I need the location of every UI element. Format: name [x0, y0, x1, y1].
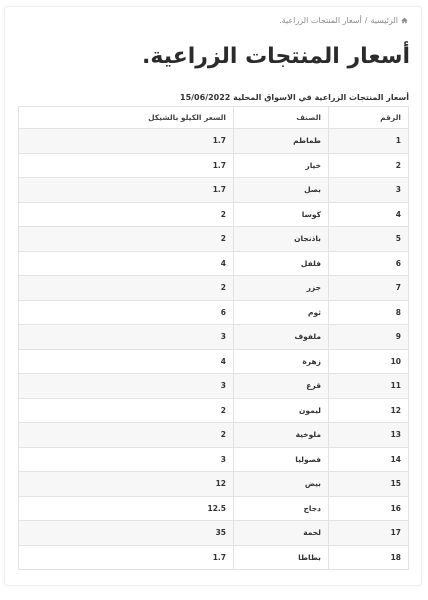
cell-number: 10 — [329, 349, 409, 374]
table-row — [19, 178, 409, 203]
cell-number: 11 — [329, 374, 409, 399]
table-row — [19, 447, 409, 472]
cell-price: 1.7 — [19, 178, 234, 203]
table-row — [19, 202, 409, 227]
prices-table — [18, 106, 409, 570]
table-header — [19, 107, 409, 129]
table-row — [19, 398, 409, 423]
cell-number: 4 — [329, 202, 409, 227]
header-row — [19, 107, 409, 129]
cell-price: 2 — [19, 202, 234, 227]
cell-price: 2 — [19, 276, 234, 301]
breadcrumb-separator: / — [364, 16, 368, 25]
table-row — [19, 472, 409, 497]
table-row — [19, 129, 409, 154]
cell-number: 6 — [329, 251, 409, 276]
cell-item: ملوخية — [234, 423, 329, 448]
cell-price: 1.7 — [19, 153, 234, 178]
cell-item: باذنجان — [234, 227, 329, 252]
header-price: السعر الكيلو بالشيكل — [19, 107, 234, 129]
cell-price: 4 — [19, 251, 234, 276]
cell-item: بصل — [234, 178, 329, 203]
home-icon — [401, 17, 408, 24]
table-row — [19, 227, 409, 252]
cell-item: ملفوف — [234, 325, 329, 350]
cell-price: 12.5 — [19, 496, 234, 521]
cell-item: طماطم — [234, 129, 329, 154]
table-caption: أسعار المنتجات الزراعية في الاسواق المحلية 15/06/2022 — [180, 93, 409, 102]
cell-number: 12 — [329, 398, 409, 423]
table-row — [19, 545, 409, 570]
cell-number: 3 — [329, 178, 409, 203]
cell-item: خيار — [234, 153, 329, 178]
cell-price: 3 — [19, 447, 234, 472]
cell-number: 5 — [329, 227, 409, 252]
cell-price: 1.7 — [19, 545, 234, 570]
table-row — [19, 276, 409, 301]
cell-item: لحمة — [234, 521, 329, 546]
cell-number: 1 — [329, 129, 409, 154]
cell-item: ليمون — [234, 398, 329, 423]
cell-number: 17 — [329, 521, 409, 546]
header-item: الصنف — [234, 107, 329, 129]
table-row — [19, 300, 409, 325]
cell-item: جزر — [234, 276, 329, 301]
table-row — [19, 349, 409, 374]
header-number: الرقم — [329, 107, 409, 129]
table-row — [19, 251, 409, 276]
breadcrumb — [279, 16, 408, 25]
cell-number: 18 — [329, 545, 409, 570]
table-row — [19, 374, 409, 399]
cell-item: دجاج — [234, 496, 329, 521]
table-row — [19, 496, 409, 521]
cell-item: زهرة — [234, 349, 329, 374]
cell-price: 35 — [19, 521, 234, 546]
breadcrumb-current: أسعار المنتجات الزراعية. — [279, 16, 362, 25]
cell-number: 8 — [329, 300, 409, 325]
table-row — [19, 325, 409, 350]
cell-item: بيض — [234, 472, 329, 497]
cell-price: 2 — [19, 227, 234, 252]
cell-price: 6 — [19, 300, 234, 325]
cell-number: 9 — [329, 325, 409, 350]
cell-number: 16 — [329, 496, 409, 521]
cell-price: 1.7 — [19, 129, 234, 154]
page-title: أسعار المنتجات الزراعية. — [142, 44, 410, 69]
cell-number: 2 — [329, 153, 409, 178]
cell-price: 2 — [19, 423, 234, 448]
cell-price: 4 — [19, 349, 234, 374]
cell-price: 3 — [19, 374, 234, 399]
cell-item: فصوليا — [234, 447, 329, 472]
table-body — [19, 129, 409, 570]
breadcrumb-home-link[interactable]: الرئيسية — [370, 16, 398, 25]
cell-item: بطاطا — [234, 545, 329, 570]
cell-item: ثوم — [234, 300, 329, 325]
cell-price: 2 — [19, 398, 234, 423]
cell-item: فلفل — [234, 251, 329, 276]
cell-number: 14 — [329, 447, 409, 472]
table-row — [19, 521, 409, 546]
cell-item: كوسا — [234, 202, 329, 227]
cell-item: قرع — [234, 374, 329, 399]
cell-price: 12 — [19, 472, 234, 497]
cell-price: 3 — [19, 325, 234, 350]
cell-number: 7 — [329, 276, 409, 301]
cell-number: 15 — [329, 472, 409, 497]
cell-number: 13 — [329, 423, 409, 448]
table-row — [19, 423, 409, 448]
table-row — [19, 153, 409, 178]
